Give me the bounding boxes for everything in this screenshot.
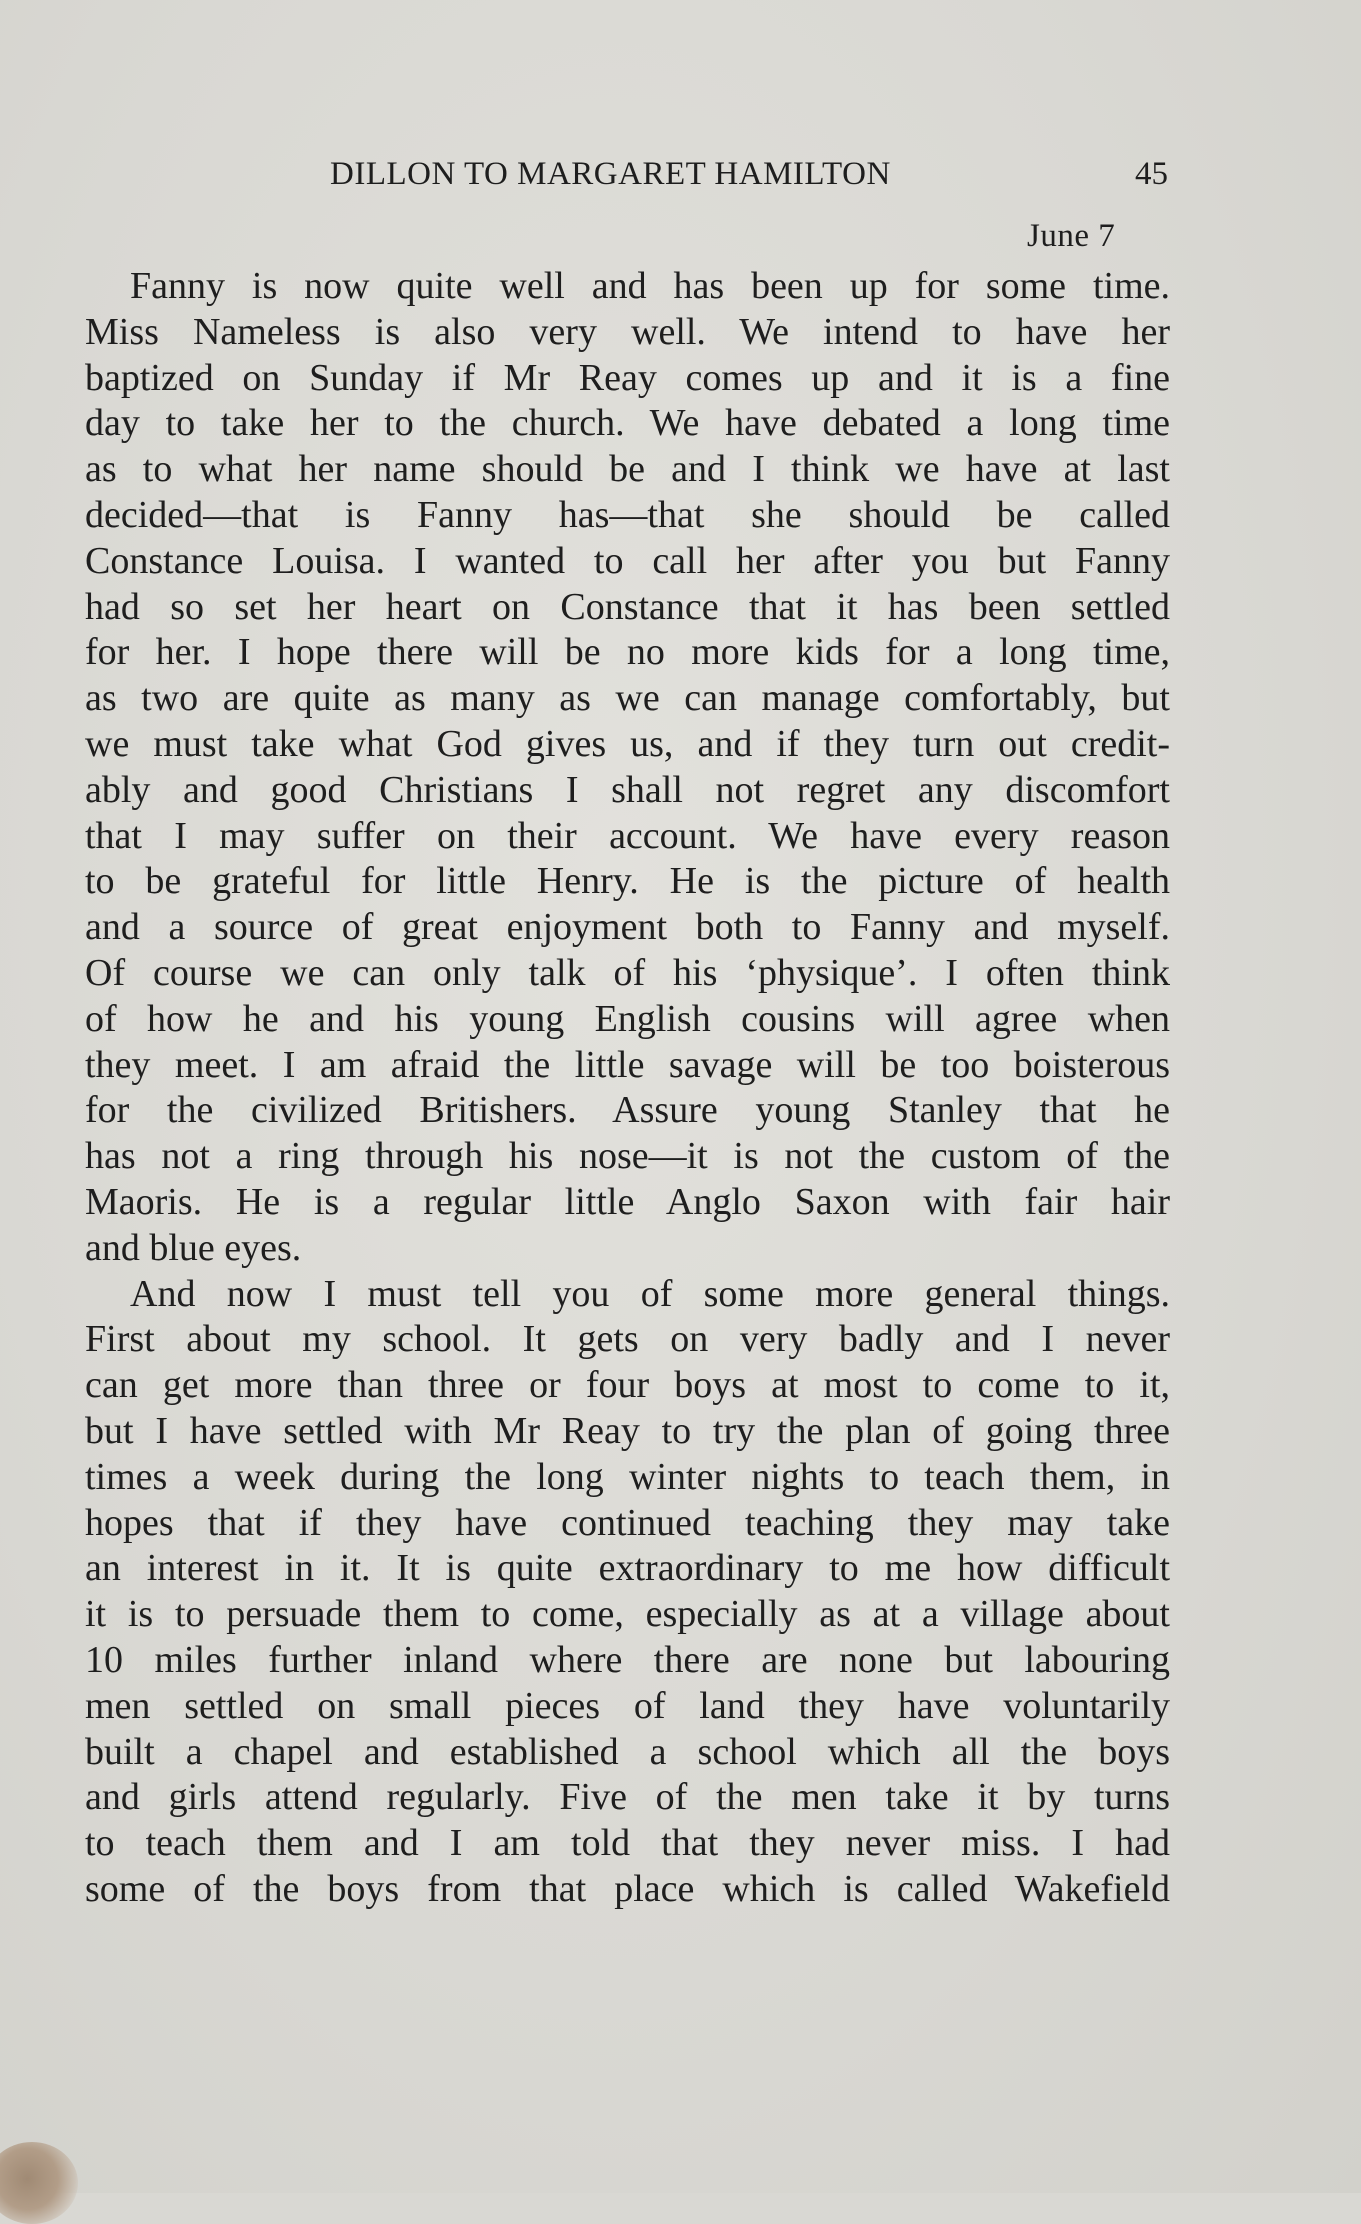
text-line: as to what her name should be and I think we have at last xyxy=(85,448,1170,491)
text-line: And now I must tell you of some more general things. xyxy=(130,1272,1170,1315)
text-line: as two are quite as many as we can manage comfortably, but xyxy=(85,677,1170,720)
text-line: and a source of great enjoyment both to Fanny and myself. xyxy=(85,906,1170,949)
running-title: DILLON TO MARGARET HAMILTON xyxy=(330,156,891,192)
paper-stain xyxy=(0,2142,78,2224)
text-line: for the civilized Britishers. Assure young Stanley that he xyxy=(85,1089,1170,1132)
page-number: 45 xyxy=(1135,156,1168,192)
text-line: First about my school. It gets on very badly and I never xyxy=(85,1318,1170,1361)
text-line: to teach them and I am told that they never miss. I had xyxy=(85,1822,1170,1865)
text-line: Miss Nameless is also very well. We intend to have her xyxy=(85,310,1170,353)
text-line: of how he and his young English cousins will agree when xyxy=(85,997,1170,1040)
text-line: and blue eyes. xyxy=(85,1226,302,1269)
text-line: for her. I hope there will be no more kids for a long time, xyxy=(85,631,1170,674)
text-line: men settled on small pieces of land they have voluntarily xyxy=(85,1684,1170,1727)
text-line: has not a ring through his nose—it is not the custom of the xyxy=(85,1135,1170,1178)
text-line: we must take what God gives us, and if they turn out credit- xyxy=(85,722,1170,765)
text-line: can get more than three or four boys at most to come to it, xyxy=(85,1364,1170,1407)
text-line: baptized on Sunday if Mr Reay comes up and it is a fine xyxy=(85,356,1170,399)
text-line: ably and good Christians I shall not regret any discomfort xyxy=(85,768,1170,811)
text-line: to be grateful for little Henry. He is the picture of health xyxy=(85,860,1170,903)
text-line: hopes that if they have continued teaching they may take xyxy=(85,1501,1170,1544)
text-line: Maoris. He is a regular little Anglo Saxon with fair hair xyxy=(85,1180,1170,1223)
text-line: Of course we can only talk of his ‘physique’. I often think xyxy=(85,951,1170,994)
text-line: decided—that is Fanny has—that she should be called xyxy=(85,493,1170,536)
text-line: Fanny is now quite well and has been up for some time. xyxy=(130,265,1170,307)
text-line: 10 miles further inland where there are none but labouring xyxy=(85,1638,1170,1681)
text-line: times a week during the long winter nights to teach them, in xyxy=(85,1455,1170,1498)
text-line: had so set her heart on Constance that it has been settled xyxy=(85,585,1170,628)
text-line: that I may suffer on their account. We have every reason xyxy=(85,814,1170,857)
text-line: but I have settled with Mr Reay to try the plan of going three xyxy=(85,1409,1170,1452)
text-line: day to take her to the church. We have debated a long time xyxy=(85,402,1170,445)
text-line: it is to persuade them to come, especially as at a village about xyxy=(85,1593,1170,1636)
letter-date: June 7 xyxy=(1027,218,1116,254)
text-line: Constance Louisa. I wanted to call her after you but Fanny xyxy=(85,539,1170,582)
text-line: and girls attend regularly. Five of the men take it by turns xyxy=(85,1776,1170,1819)
text-line: some of the boys from that place which is called Wakefield xyxy=(85,1867,1170,1910)
text-line: they meet. I am afraid the little savage will be too boisterous xyxy=(85,1043,1170,1086)
text-line: built a chapel and established a school which all the boys xyxy=(85,1730,1170,1773)
text-line: an interest in it. It is quite extraordinary to me how difficult xyxy=(85,1547,1170,1590)
letter-body xyxy=(85,264,1170,1913)
